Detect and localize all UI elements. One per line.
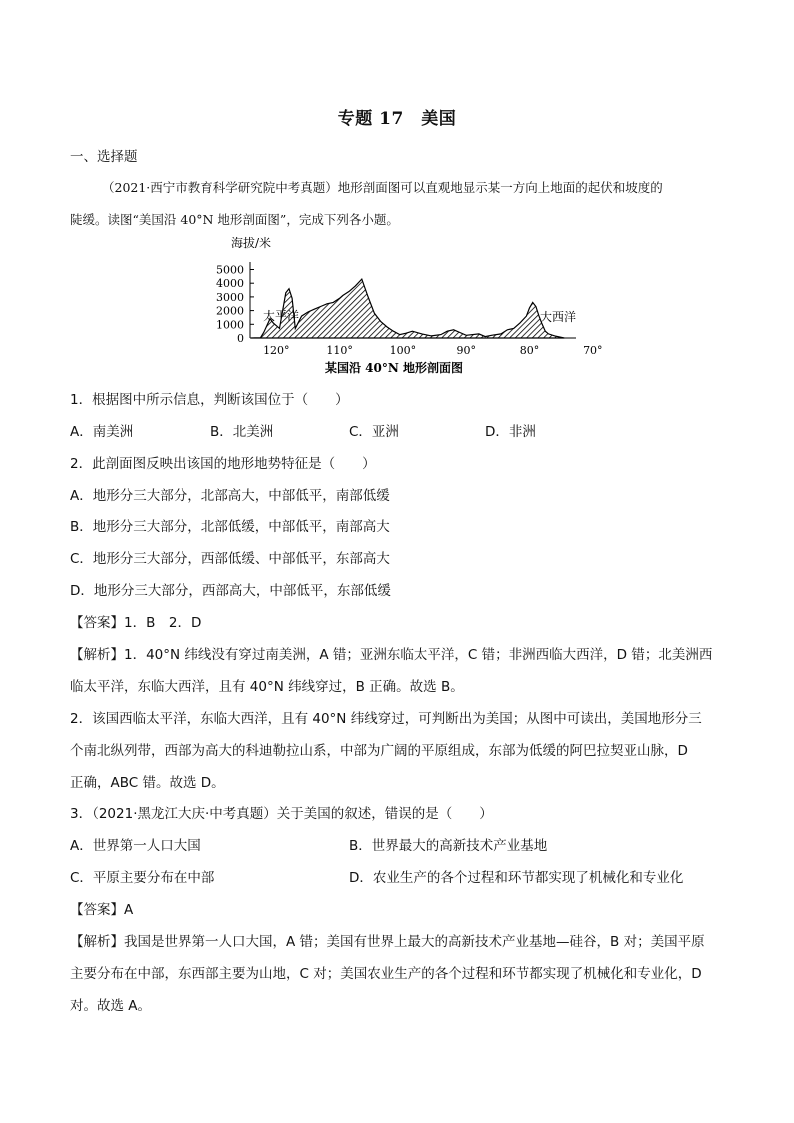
terrain-profile-chart xyxy=(200,234,603,375)
section-heading: 一、选择题 xyxy=(70,149,138,165)
q1-option-a: A．南美洲 xyxy=(70,424,134,440)
explanation-3-line-2: 主要分布在中部，东西部主要为山地，C 对；美国农业生产的各个过程和环节都实现了机械化和专业化，D xyxy=(70,966,702,982)
q3-option-c: C．平原主要分布在中部 xyxy=(70,870,215,886)
x-tick-label: 90° xyxy=(456,344,476,357)
question-3: 3．（2021·黑龙江大庆·中考真题）关于美国的叙述，错误的是（ ） xyxy=(70,806,493,822)
explanation-1-2-line-1: 【解析】1．40°N 纬线没有穿过南美洲，A 错；亚洲东临太平洋，C 错；非洲西临大西洋，D 错；北美洲西 xyxy=(70,647,713,663)
explanation-1-2-line-2: 临太平洋，东临大西洋，且有 40°N 纬线穿过，B 正确。故选 B。 xyxy=(70,679,464,695)
q2-option-c: C．地形分三大部分，西部低缓、中部低平，东部高大 xyxy=(70,551,390,567)
q2-option-a: A．地形分三大部分，北部高大，中部低平，南部低缓 xyxy=(70,488,390,504)
explanation-1-2-line-3: 2．该国西临太平洋，东临大西洋，且有 40°N 纬线穿过，可判断出为美国；从图中可读出，美国地形分三 xyxy=(70,711,702,727)
y-tick-label: 3000 xyxy=(216,290,244,304)
explanation-1-2-line-4: 个南北纵列带，西部为高大的科迪勒拉山系，中部为广阔的平原组成，东部为低缓的阿巴拉契亚山脉，D xyxy=(70,743,688,759)
y-tick-label: 5000 xyxy=(216,263,244,277)
y-axis-label: 海拔/米 xyxy=(231,236,272,250)
q3-option-a: A．世界第一人口大国 xyxy=(70,838,201,854)
question-intro-line-1: （2021·西宁市教育科学研究院中考真题）地形剖面图可以直观地显示某一方向上地面的起伏和坡度的 xyxy=(102,180,663,195)
atlantic-ocean-label: 大西洋 xyxy=(540,310,577,324)
answer-3: 【答案】A xyxy=(70,902,134,918)
q1-option-b: B．北美洲 xyxy=(210,424,274,440)
question-1: 1．根据图中所示信息，判断该国位于（ ） xyxy=(70,392,349,408)
q1-option-d: D．非洲 xyxy=(485,424,536,440)
page-title: 专题 17 美国 xyxy=(337,109,457,129)
q2-option-b: B．地形分三大部分，北部低缓，中部低平，南部高大 xyxy=(70,519,390,535)
x-tick-label: 110° xyxy=(326,344,353,357)
y-tick-label: 2000 xyxy=(216,304,244,318)
pacific-ocean-label: 太平洋 xyxy=(263,309,300,323)
explanation-3-line-1: 【解析】我国是世界第一人口大国，A 错；美国有世界上最大的高新技术产业基地—硅谷，B 对；美国平原 xyxy=(70,934,705,950)
q1-option-c: C．亚洲 xyxy=(349,424,399,440)
q2-option-d: D．地形分三大部分，西部高大，中部低平，东部低缓 xyxy=(70,583,391,599)
explanation-1-2-line-5: 正确，ABC 错。故选 D。 xyxy=(70,775,225,791)
chart-caption: 某国沿 40°N 地形剖面图 xyxy=(325,361,464,375)
x-axis-ticks xyxy=(263,344,603,357)
x-tick-label: 120° xyxy=(263,344,290,357)
x-tick-label: 80° xyxy=(519,344,540,357)
explanation-3-line-3: 对。故选 A。 xyxy=(70,998,152,1014)
y-tick-label: 0 xyxy=(237,332,244,345)
x-tick-label: 70° xyxy=(583,344,603,357)
y-tick-label: 4000 xyxy=(216,277,244,291)
x-tick-label: 100° xyxy=(389,344,417,357)
y-tick-label: 1000 xyxy=(216,318,244,332)
y-axis-ticks xyxy=(216,264,254,346)
question-intro-line-2: 陡缓。读图“美国沿 40°N 地形剖面图”，完成下列各小题。 xyxy=(70,212,399,227)
question-2: 2．此剖面图反映出该国的地形地势特征是（ ） xyxy=(70,456,376,472)
q3-option-d: D．农业生产的各个过程和环节都实现了机械化和专业化 xyxy=(349,870,684,886)
answer-1-2: 【答案】1．B 2．D xyxy=(70,615,202,631)
q3-option-b: B．世界最大的高新技术产业基地 xyxy=(349,838,548,854)
